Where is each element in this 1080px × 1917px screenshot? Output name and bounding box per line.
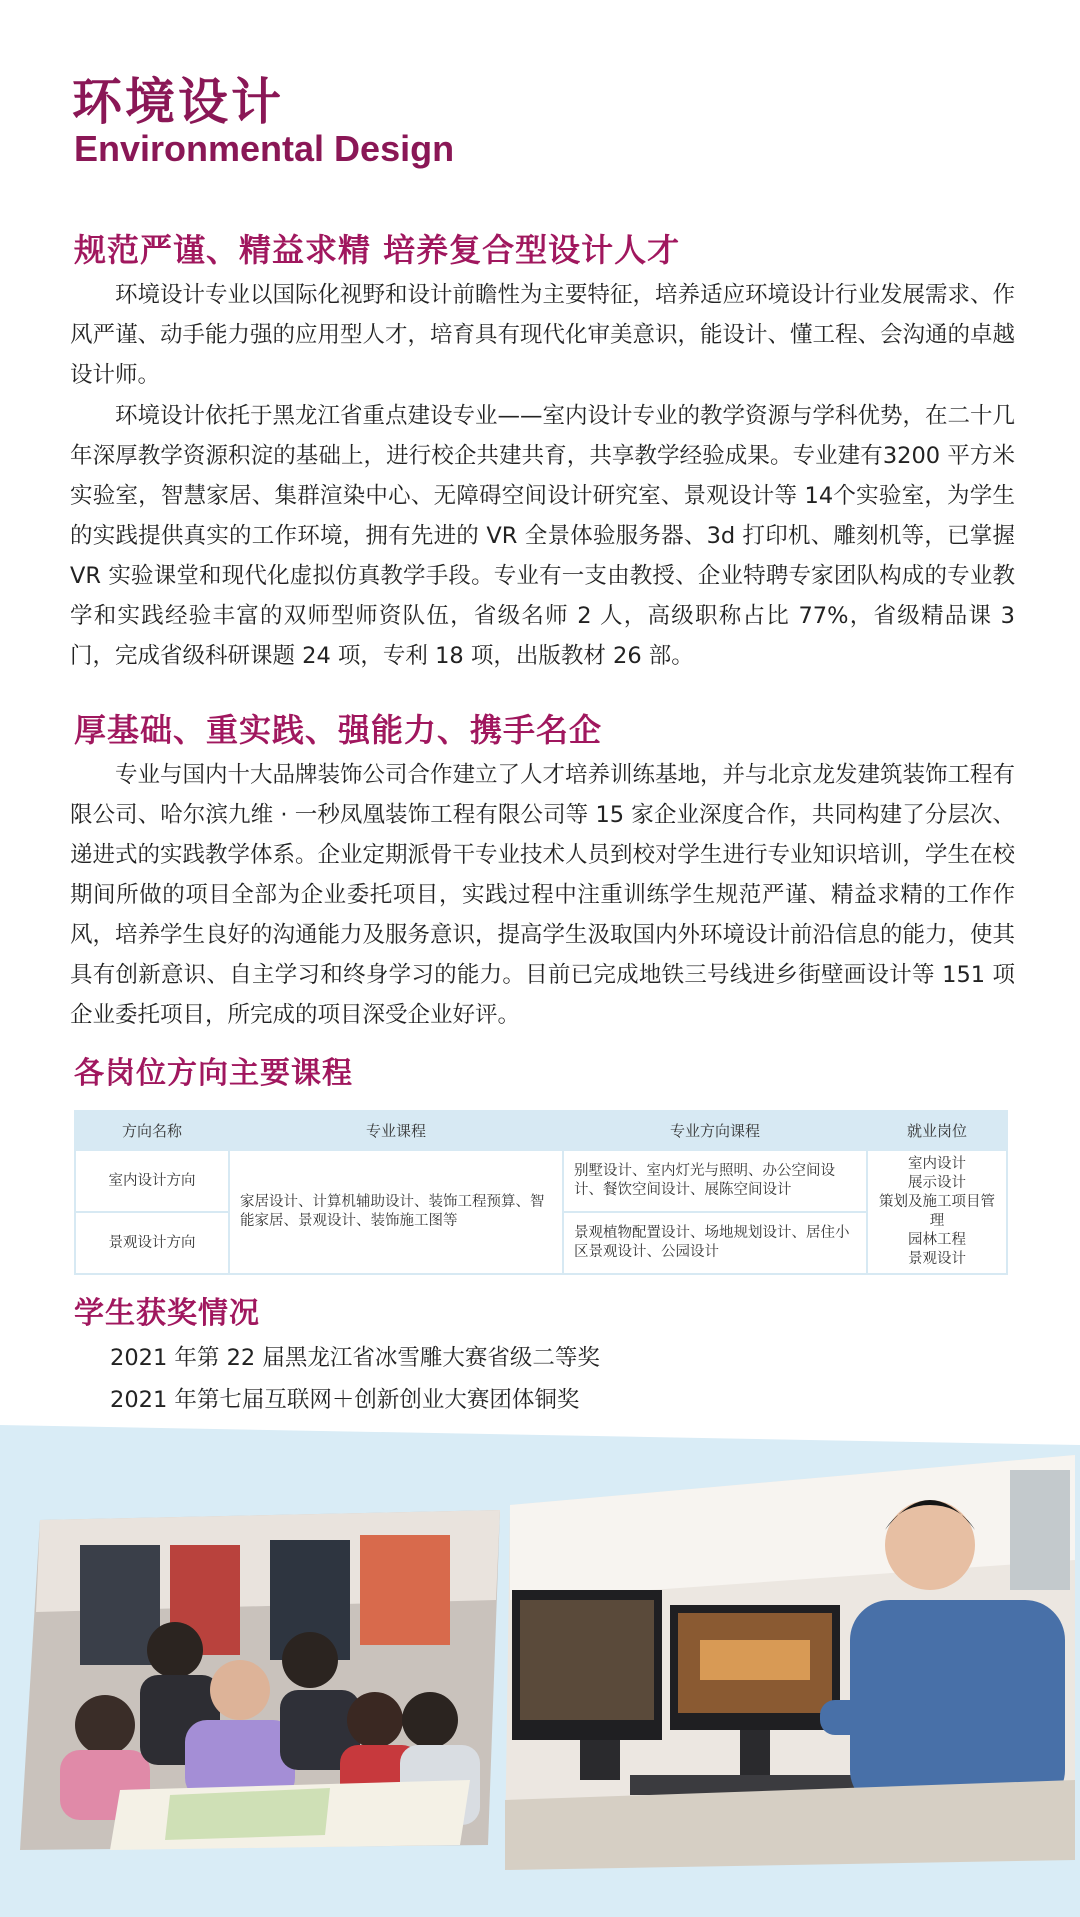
awards-heading: 学生获奖情况	[74, 1296, 260, 1331]
table-cell-direction-courses: 别墅设计、室内灯光与照明、办公空间设计、餐饮空间设计、展陈空间设计	[563, 1150, 867, 1212]
award-item: 2021 年第 22 届黑龙江省冰雪雕大赛省级二等奖	[110, 1345, 600, 1371]
course-table	[74, 1110, 1008, 1275]
table-cell-direction: 室内设计方向	[75, 1150, 229, 1212]
job-item: 展示设计	[908, 1175, 966, 1191]
table-header: 专业课程	[229, 1111, 563, 1150]
blue-band-background	[0, 1425, 1080, 1917]
job-item: 景观设计	[908, 1251, 966, 1267]
job-item: 室内设计	[908, 1156, 966, 1172]
table-cell-direction: 景观设计方向	[75, 1212, 229, 1274]
job-item: 园林工程	[908, 1232, 966, 1248]
section-heading-2: 厚基础、重实践、强能力、携手名企	[74, 711, 603, 749]
table-cell-shared-courses: 家居设计、计算机辅助设计、装饰工程预算、智能家居、景观设计、装饰施工图等	[229, 1150, 563, 1274]
courses-heading: 各岗位方向主要课程	[74, 1056, 353, 1091]
computer-photo	[505, 1455, 1075, 1870]
page-title: 环境设计	[72, 73, 284, 131]
section-heading-1: 规范严谨、精益求精 培养复合型设计人才	[74, 231, 681, 269]
job-item: 策划及施工项目管理	[879, 1194, 995, 1229]
table-header: 专业方向课程	[563, 1111, 867, 1150]
table-header: 就业岗位	[867, 1111, 1007, 1150]
awards-list	[110, 1337, 600, 1421]
table-row	[75, 1150, 1007, 1212]
section-1-paragraph-2: 环境设计依托于黑龙江省重点建设专业——室内设计专业的教学资源与学科优势，在二十几年深厚教学资源积淀的基础上，进行校企共建共育，共享教学经验成果。专业建有3200 平方米实验室，智慧家居、集群渲染中心、无障碍空间设计研究室、景观设计等 14个实验室，为学生的实践提供真实的工作环境，拥有先进的 VR 全景体验服务器、3d 打印机、雕刻机等，已掌握 VR 实验课堂和现代化虚拟仿真教学手段。专业有一支由教授、企业特聘专家团队构成的专业教学和实践经验丰富的双师型师资队伍，省级名师 2 人，高级职称占比 77%，省级精品课 3 门，完成省级科研课题 24 项，专利 18 项，出版教材 26 部。	[70, 403, 1016, 669]
table-cell-jobs	[867, 1150, 1007, 1274]
group-photo	[20, 1510, 500, 1850]
page-subtitle: Environmental Design	[74, 128, 455, 169]
section-2-paragraph-1: 专业与国内十大品牌装饰公司合作建立了人才培养训练基地，并与北京龙发建筑装饰工程有限公司、哈尔滨九维 · 一秒凤凰装饰工程有限公司等 15 家企业深度合作，共同构建了分层次、递进式的实践教学体系。企业定期派骨干专业技术人员到校对学生进行专业知识培训，学生在校期间所做的项目全部为企业委托项目，实践过程中注重训练学生规范严谨、精益求精的工作作风，培养学生良好的沟通能力及服务意识，提高学生汲取国内外环境设计前沿信息的能力，使其具有创新意识、自主学习和终身学习的能力。目前已完成地铁三号线进乡街壁画设计等 151 项企业委托项目，所完成的项目深受企业好评。	[70, 762, 1016, 1028]
table-header-row	[75, 1111, 1007, 1150]
table-cell-direction-courses: 景观植物配置设计、场地规划设计、居住小区景观设计、公园设计	[563, 1212, 867, 1274]
section-1-paragraph-1: 环境设计专业以国际化视野和设计前瞻性为主要特征，培养适应环境设计行业发展需求、作风严谨、动手能力强的应用型人才，培育具有现代化审美意识，能设计、懂工程、会沟通的卓越设计师。	[70, 282, 1016, 388]
table-header: 方向名称	[75, 1111, 229, 1150]
award-item: 2021 年第七届互联网＋创新创业大赛团体铜奖	[110, 1387, 580, 1413]
